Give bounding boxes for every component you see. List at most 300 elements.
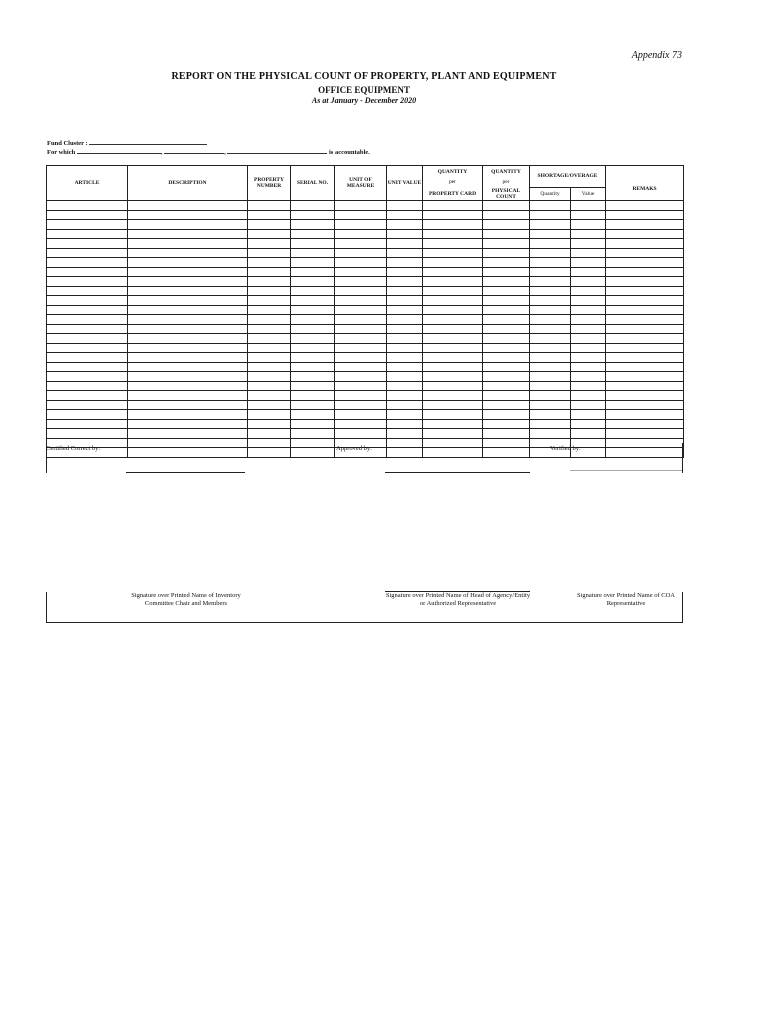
- table-cell[interactable]: [606, 362, 684, 372]
- table-cell[interactable]: [335, 201, 387, 211]
- table-cell[interactable]: [483, 267, 530, 277]
- table-cell[interactable]: [291, 258, 335, 268]
- table-cell[interactable]: [530, 305, 571, 315]
- table-cell[interactable]: [128, 324, 248, 334]
- table-cell[interactable]: [47, 400, 128, 410]
- table-cell[interactable]: [483, 248, 530, 258]
- table-cell[interactable]: [483, 305, 530, 315]
- table-cell[interactable]: [335, 419, 387, 429]
- table-cell[interactable]: [248, 248, 291, 258]
- table-cell[interactable]: [335, 429, 387, 439]
- header-unit-value: UNIT VALUE: [387, 166, 423, 201]
- table-cell[interactable]: [606, 334, 684, 344]
- header-article: ARTICLE: [47, 166, 128, 201]
- table-cell[interactable]: [291, 201, 335, 211]
- table-cell[interactable]: [387, 334, 423, 344]
- table-cell[interactable]: [483, 296, 530, 306]
- table-cell[interactable]: [248, 239, 291, 249]
- table-cell[interactable]: [335, 267, 387, 277]
- table-cell[interactable]: [128, 258, 248, 268]
- for-which-blank-2[interactable]: [164, 147, 224, 154]
- header-sub-value: Value: [571, 188, 606, 201]
- table-cell[interactable]: [248, 353, 291, 363]
- table-cell[interactable]: [483, 286, 530, 296]
- table-cell[interactable]: [47, 220, 128, 230]
- table-cell[interactable]: [483, 429, 530, 439]
- table-cell[interactable]: [423, 400, 483, 410]
- table-cell[interactable]: [571, 410, 606, 420]
- table-cell[interactable]: [128, 419, 248, 429]
- table-row: [47, 324, 684, 334]
- table-cell[interactable]: [335, 305, 387, 315]
- table-cell[interactable]: [571, 229, 606, 239]
- table-cell[interactable]: [530, 372, 571, 382]
- table-cell[interactable]: [335, 400, 387, 410]
- table-cell[interactable]: [248, 267, 291, 277]
- table-cell[interactable]: [387, 429, 423, 439]
- table-cell[interactable]: [47, 210, 128, 220]
- table-cell[interactable]: [128, 400, 248, 410]
- table-cell[interactable]: [291, 286, 335, 296]
- table-cell[interactable]: [483, 315, 530, 325]
- table-cell[interactable]: [571, 305, 606, 315]
- table-cell[interactable]: [128, 362, 248, 372]
- table-cell[interactable]: [128, 248, 248, 258]
- table-cell[interactable]: [291, 248, 335, 258]
- table-cell[interactable]: [128, 210, 248, 220]
- table-cell[interactable]: [335, 343, 387, 353]
- table-cell[interactable]: [606, 400, 684, 410]
- table-cell[interactable]: [483, 239, 530, 249]
- table-cell[interactable]: [423, 277, 483, 287]
- table-cell[interactable]: [571, 353, 606, 363]
- report-title: REPORT ON THE PHYSICAL COUNT OF PROPERTY, PLANT AND EQUIPMENT: [171, 71, 557, 82]
- table-cell[interactable]: [248, 220, 291, 230]
- table-cell[interactable]: [483, 210, 530, 220]
- table-cell[interactable]: [335, 410, 387, 420]
- table-cell[interactable]: [248, 286, 291, 296]
- table-cell[interactable]: [128, 220, 248, 230]
- table-cell[interactable]: [248, 343, 291, 353]
- verified-signature-line[interactable]: [570, 470, 682, 471]
- table-cell[interactable]: [423, 210, 483, 220]
- table-cell[interactable]: [530, 429, 571, 439]
- table-cell[interactable]: [606, 277, 684, 287]
- table-cell[interactable]: [47, 286, 128, 296]
- table-cell[interactable]: [530, 267, 571, 277]
- table-cell[interactable]: [423, 343, 483, 353]
- table-cell[interactable]: [530, 220, 571, 230]
- table-cell[interactable]: [128, 343, 248, 353]
- table-cell[interactable]: [606, 229, 684, 239]
- table-cell[interactable]: [606, 267, 684, 277]
- table-cell[interactable]: [128, 286, 248, 296]
- table-cell[interactable]: [291, 410, 335, 420]
- for-which-blank-1[interactable]: [77, 147, 161, 154]
- table-cell[interactable]: [530, 296, 571, 306]
- table-cell[interactable]: [571, 286, 606, 296]
- table-cell[interactable]: [483, 410, 530, 420]
- table-cell[interactable]: [47, 296, 128, 306]
- table-cell[interactable]: [47, 391, 128, 401]
- table-cell[interactable]: [423, 419, 483, 429]
- table-cell[interactable]: [291, 220, 335, 230]
- table-cell[interactable]: [387, 419, 423, 429]
- table-cell[interactable]: [291, 419, 335, 429]
- table-cell[interactable]: [387, 362, 423, 372]
- approved-signature-line[interactable]: [385, 472, 530, 473]
- table-cell[interactable]: [423, 201, 483, 211]
- table-cell[interactable]: [335, 258, 387, 268]
- table-cell[interactable]: [423, 362, 483, 372]
- table-cell[interactable]: [387, 324, 423, 334]
- table-cell[interactable]: [335, 391, 387, 401]
- table-cell[interactable]: [335, 315, 387, 325]
- table-row: [47, 210, 684, 220]
- table-cell[interactable]: [423, 286, 483, 296]
- table-cell[interactable]: [530, 239, 571, 249]
- table-cell[interactable]: [571, 429, 606, 439]
- table-cell[interactable]: [530, 210, 571, 220]
- table-cell[interactable]: [128, 334, 248, 344]
- table-cell[interactable]: [606, 239, 684, 249]
- table-cell[interactable]: [606, 305, 684, 315]
- table-cell[interactable]: [387, 210, 423, 220]
- table-cell[interactable]: [423, 410, 483, 420]
- table-cell[interactable]: [128, 305, 248, 315]
- table-cell[interactable]: [291, 334, 335, 344]
- table-cell[interactable]: [571, 362, 606, 372]
- table-cell[interactable]: [335, 324, 387, 334]
- table-cell[interactable]: [423, 324, 483, 334]
- table-cell[interactable]: [291, 353, 335, 363]
- table-cell[interactable]: [128, 353, 248, 363]
- table-cell[interactable]: [423, 296, 483, 306]
- table-cell[interactable]: [423, 248, 483, 258]
- sig-top-right-border: [682, 443, 683, 473]
- table-cell[interactable]: [423, 305, 483, 315]
- table-cell[interactable]: [248, 419, 291, 429]
- table-cell[interactable]: [483, 362, 530, 372]
- table-cell[interactable]: [248, 229, 291, 239]
- table-cell[interactable]: [387, 400, 423, 410]
- table-cell[interactable]: [335, 296, 387, 306]
- table-cell[interactable]: [606, 429, 684, 439]
- table-cell[interactable]: [530, 315, 571, 325]
- table-cell[interactable]: [335, 362, 387, 372]
- table-cell[interactable]: [571, 315, 606, 325]
- table-cell[interactable]: [335, 277, 387, 287]
- table-cell[interactable]: [47, 324, 128, 334]
- table-cell[interactable]: [335, 353, 387, 363]
- table-cell[interactable]: [335, 381, 387, 391]
- table-cell[interactable]: [571, 391, 606, 401]
- table-cell[interactable]: [606, 343, 684, 353]
- table-cell[interactable]: [530, 324, 571, 334]
- table-cell[interactable]: [423, 315, 483, 325]
- table-cell[interactable]: [248, 315, 291, 325]
- table-cell[interactable]: [128, 429, 248, 439]
- sig2-caption: Signature over Printed Name of Head of Agency/Entity or Authorized Representative: [385, 592, 531, 607]
- table-cell[interactable]: [571, 277, 606, 287]
- table-cell[interactable]: [387, 267, 423, 277]
- table-cell[interactable]: [571, 324, 606, 334]
- table-cell[interactable]: [530, 410, 571, 420]
- table-cell[interactable]: [606, 258, 684, 268]
- table-cell[interactable]: [423, 239, 483, 249]
- table-cell[interactable]: [47, 229, 128, 239]
- table-cell[interactable]: [571, 381, 606, 391]
- table-cell[interactable]: [47, 248, 128, 258]
- table-cell[interactable]: [128, 296, 248, 306]
- table-cell[interactable]: [128, 267, 248, 277]
- table-cell[interactable]: [530, 391, 571, 401]
- table-cell[interactable]: [483, 419, 530, 429]
- table-cell[interactable]: [483, 381, 530, 391]
- table-cell[interactable]: [606, 296, 684, 306]
- table-cell[interactable]: [387, 381, 423, 391]
- table-cell[interactable]: [530, 400, 571, 410]
- fund-cluster-line: [47, 138, 207, 147]
- table-cell[interactable]: [423, 258, 483, 268]
- table-cell[interactable]: [483, 324, 530, 334]
- header-remarks: REMAKS: [606, 178, 684, 201]
- table-cell[interactable]: [291, 296, 335, 306]
- table-cell[interactable]: [47, 372, 128, 382]
- table-cell[interactable]: [423, 353, 483, 363]
- table-cell[interactable]: [423, 220, 483, 230]
- table-cell[interactable]: [128, 277, 248, 287]
- table-cell[interactable]: [47, 258, 128, 268]
- table-cell[interactable]: [530, 286, 571, 296]
- table-cell[interactable]: [47, 239, 128, 249]
- table-cell[interactable]: [483, 400, 530, 410]
- table-cell[interactable]: [423, 372, 483, 382]
- table-cell[interactable]: [387, 201, 423, 211]
- table-cell[interactable]: [530, 248, 571, 258]
- table-cell[interactable]: [483, 258, 530, 268]
- table-row: [47, 419, 684, 429]
- table-cell[interactable]: [291, 362, 335, 372]
- table-cell[interactable]: [248, 296, 291, 306]
- table-cell[interactable]: [387, 239, 423, 249]
- table-cell[interactable]: [291, 381, 335, 391]
- table-cell[interactable]: [248, 305, 291, 315]
- table-cell[interactable]: [335, 372, 387, 382]
- table-cell[interactable]: [571, 296, 606, 306]
- table-cell[interactable]: [291, 239, 335, 249]
- table-cell[interactable]: [291, 305, 335, 315]
- table-cell[interactable]: [291, 324, 335, 334]
- table-cell[interactable]: [571, 239, 606, 249]
- table-cell[interactable]: [335, 210, 387, 220]
- table-cell[interactable]: [128, 372, 248, 382]
- table-cell[interactable]: [47, 267, 128, 277]
- table-cell[interactable]: [387, 343, 423, 353]
- certified-signature-line[interactable]: [126, 472, 245, 473]
- table-cell[interactable]: [606, 410, 684, 420]
- table-cell[interactable]: [530, 353, 571, 363]
- for-which-blank-3[interactable]: [227, 147, 327, 154]
- table-cell[interactable]: [571, 220, 606, 230]
- table-row: [47, 400, 684, 410]
- sig-bottom-border: [46, 622, 683, 623]
- table-cell[interactable]: [483, 372, 530, 382]
- table-body: [47, 201, 684, 458]
- table-cell[interactable]: [423, 334, 483, 344]
- table-cell[interactable]: [606, 419, 684, 429]
- table-cell[interactable]: [47, 362, 128, 372]
- table-cell[interactable]: [248, 381, 291, 391]
- table-cell[interactable]: [606, 286, 684, 296]
- table-cell[interactable]: [128, 201, 248, 211]
- table-cell[interactable]: [291, 372, 335, 382]
- table-cell[interactable]: [128, 391, 248, 401]
- table-cell[interactable]: [47, 334, 128, 344]
- table-cell[interactable]: [248, 410, 291, 420]
- table-cell[interactable]: [47, 381, 128, 391]
- table-cell[interactable]: [606, 220, 684, 230]
- table-cell[interactable]: [483, 334, 530, 344]
- table-cell[interactable]: [571, 343, 606, 353]
- table-cell[interactable]: [291, 229, 335, 239]
- table-cell[interactable]: [291, 391, 335, 401]
- table-cell[interactable]: [291, 343, 335, 353]
- table-cell[interactable]: [291, 267, 335, 277]
- table-cell[interactable]: [530, 419, 571, 429]
- table-cell[interactable]: [47, 419, 128, 429]
- table-cell[interactable]: [248, 210, 291, 220]
- table-cell[interactable]: [335, 229, 387, 239]
- table-cell[interactable]: [606, 248, 684, 258]
- table-cell[interactable]: [571, 248, 606, 258]
- table-cell[interactable]: [483, 353, 530, 363]
- table-row: [47, 343, 684, 353]
- table-cell[interactable]: [387, 248, 423, 258]
- table-cell[interactable]: [530, 343, 571, 353]
- table-cell[interactable]: [387, 277, 423, 287]
- table-cell[interactable]: [47, 277, 128, 287]
- table-cell[interactable]: [571, 372, 606, 382]
- table-cell[interactable]: [47, 353, 128, 363]
- table-cell[interactable]: [47, 201, 128, 211]
- table-cell[interactable]: [128, 410, 248, 420]
- table-cell[interactable]: [47, 343, 128, 353]
- table-cell[interactable]: [530, 381, 571, 391]
- table-cell[interactable]: [387, 410, 423, 420]
- table-cell[interactable]: [248, 324, 291, 334]
- table-cell[interactable]: [387, 258, 423, 268]
- table-cell[interactable]: [335, 248, 387, 258]
- table-cell[interactable]: [423, 267, 483, 277]
- table-cell[interactable]: [248, 391, 291, 401]
- table-cell[interactable]: [483, 201, 530, 211]
- table-cell[interactable]: [483, 229, 530, 239]
- table-cell[interactable]: [291, 429, 335, 439]
- header-qty-card-3: PROPERTY CARD: [423, 188, 483, 201]
- table-cell[interactable]: [530, 334, 571, 344]
- table-cell[interactable]: [335, 239, 387, 249]
- table-cell[interactable]: [387, 391, 423, 401]
- table-cell[interactable]: [387, 315, 423, 325]
- table-cell[interactable]: [571, 267, 606, 277]
- table-cell[interactable]: [248, 334, 291, 344]
- table-cell[interactable]: [47, 315, 128, 325]
- table-cell[interactable]: [571, 334, 606, 344]
- table-cell[interactable]: [483, 277, 530, 287]
- table-cell[interactable]: [248, 362, 291, 372]
- table-cell[interactable]: [291, 315, 335, 325]
- table-row: [47, 362, 684, 372]
- table-cell[interactable]: [128, 381, 248, 391]
- table-cell[interactable]: [571, 258, 606, 268]
- header-shortage-overage: SHORTAGE/OVERAGE: [530, 166, 606, 188]
- table-cell[interactable]: [128, 229, 248, 239]
- table-cell[interactable]: [423, 429, 483, 439]
- table-cell[interactable]: [387, 220, 423, 230]
- table-cell[interactable]: [606, 381, 684, 391]
- table-cell[interactable]: [483, 343, 530, 353]
- table-cell[interactable]: [47, 305, 128, 315]
- table-cell[interactable]: [423, 391, 483, 401]
- table-cell[interactable]: [291, 210, 335, 220]
- table-cell[interactable]: [248, 277, 291, 287]
- table-cell[interactable]: [483, 391, 530, 401]
- table-cell[interactable]: [606, 315, 684, 325]
- table-cell[interactable]: [387, 296, 423, 306]
- table-cell[interactable]: [530, 229, 571, 239]
- table-cell[interactable]: [423, 381, 483, 391]
- table-cell[interactable]: [248, 429, 291, 439]
- table-cell[interactable]: [571, 210, 606, 220]
- table-cell[interactable]: [606, 372, 684, 382]
- table-cell[interactable]: [571, 419, 606, 429]
- table-cell[interactable]: [530, 201, 571, 211]
- table-cell[interactable]: [335, 220, 387, 230]
- table-cell[interactable]: [530, 258, 571, 268]
- fund-cluster-blank[interactable]: [89, 138, 207, 145]
- table-cell[interactable]: [248, 372, 291, 382]
- table-cell[interactable]: [571, 400, 606, 410]
- table-cell[interactable]: [606, 324, 684, 334]
- table-cell[interactable]: [248, 400, 291, 410]
- table-cell[interactable]: [128, 315, 248, 325]
- table-cell[interactable]: [606, 353, 684, 363]
- table-cell[interactable]: [47, 429, 128, 439]
- table-cell[interactable]: [248, 258, 291, 268]
- table-cell[interactable]: [387, 305, 423, 315]
- table-cell[interactable]: [571, 201, 606, 211]
- table-cell[interactable]: [606, 201, 684, 211]
- table-cell[interactable]: [387, 286, 423, 296]
- table-cell[interactable]: [483, 220, 530, 230]
- table-cell[interactable]: [335, 286, 387, 296]
- table-cell[interactable]: [335, 334, 387, 344]
- table-cell[interactable]: [530, 362, 571, 372]
- table-cell[interactable]: [387, 372, 423, 382]
- table-cell[interactable]: [606, 210, 684, 220]
- table-cell[interactable]: [248, 201, 291, 211]
- table-cell[interactable]: [47, 410, 128, 420]
- table-cell[interactable]: [291, 400, 335, 410]
- table-cell[interactable]: [387, 353, 423, 363]
- table-cell[interactable]: [606, 391, 684, 401]
- table-cell[interactable]: [128, 239, 248, 249]
- table-cell[interactable]: [291, 277, 335, 287]
- table-cell[interactable]: [423, 229, 483, 239]
- table-cell[interactable]: [387, 229, 423, 239]
- table-cell[interactable]: [530, 277, 571, 287]
